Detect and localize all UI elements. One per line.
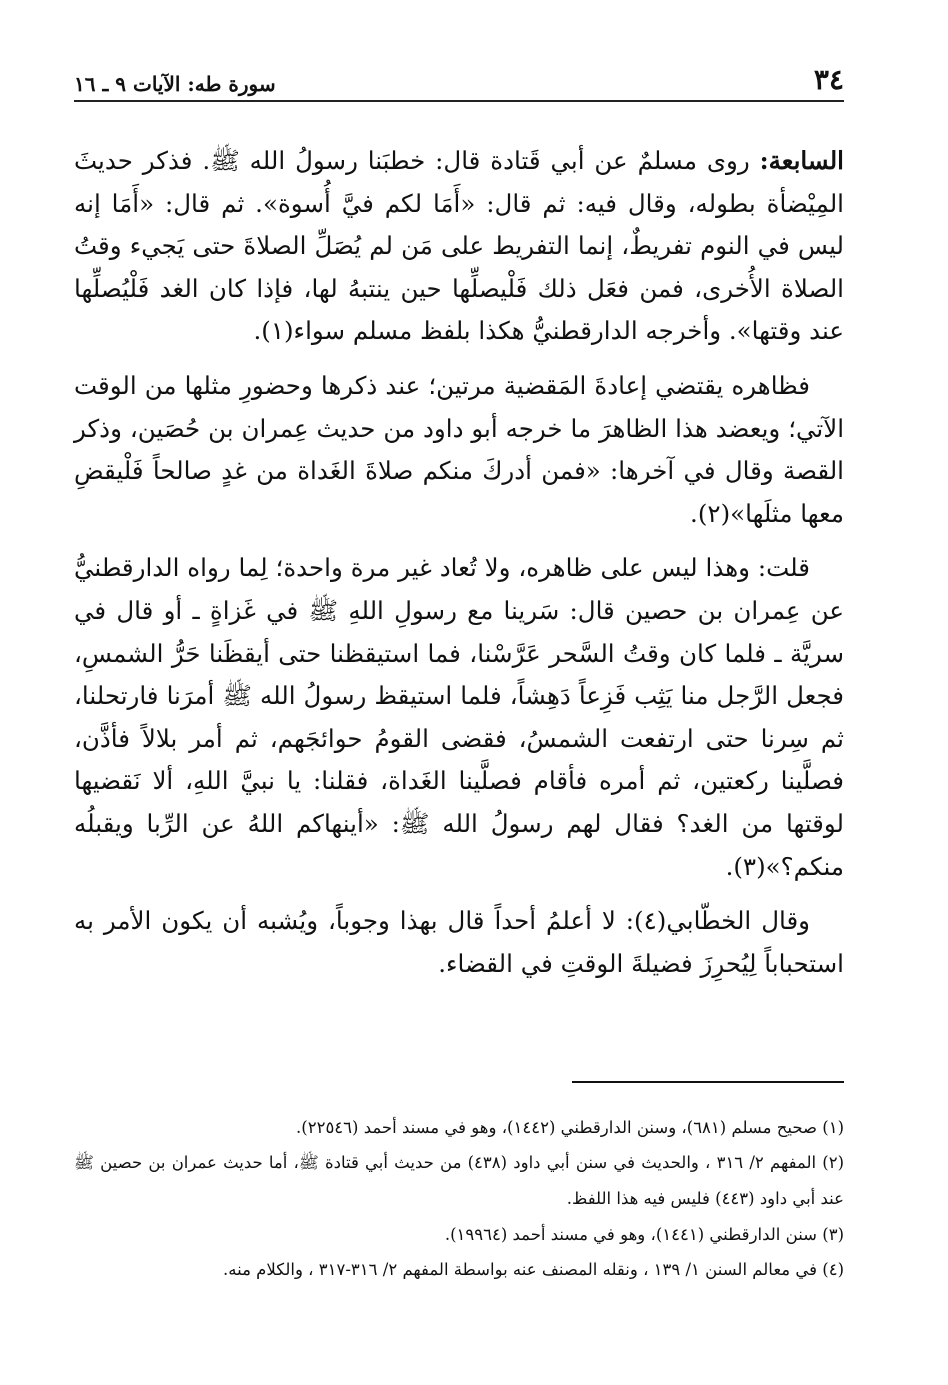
footnote-1: (١) صحيح مسلم (٦٨١)، وسنن الدارقطني (١٤٤٢)، وهو في مسند أحمد (٢٢٥٤٦). <box>296 1118 844 1137</box>
main-text <box>74 140 844 997</box>
paragraph-1-text: روى مسلمٌ عن أبي قَتادة قال: خطبَنا رسولُ الله ﷺ. فذكر حديثَ المِيْضأة بطوله، وقال فيه: ثم قال: «أَمَا لكم فيَّ أُسوة». ثم قال: «أَمَا إنه ليس في النوم تفريطٌ، إنما التفريط على مَن لم يُصَلِّ الصلاةَ حتى يَجيء وقتُ الصلاة الأُخرى، فمن فعَل ذلك فَلْيصلِّها حين ينتبهُ لها، فإذا كان الغد فَلْيُصلِّها عند وقتها». وأخرجه الدارقطنيُّ هكذا بلفظ مسلم سواء(١). <box>74 146 844 346</box>
paragraph-4: وقال الخطّابي(٤): لا أعلمُ أحداً قال بهذا وجوباً، ويُشبه أن يكون الأمر به استحباباً لِيُحرِزَ فضيلةَ الوقتِ في القضاء. <box>74 906 844 978</box>
footnote-2: (٢) المفهم ٢/ ٣١٦ ، والحديث في سنن أبي داود (٤٣٨) من حديث أبي قتادة ﷺ، أما حديث عمران بن حصين ﷺ عند أبي داود (٤٤٣) فليس فيه هذا اللفظ. <box>74 1153 845 1208</box>
footnotes <box>74 1110 844 1287</box>
footnote-divider <box>572 1081 844 1083</box>
running-title: سورة طه: الآيات ٩ ـ ١٦ <box>74 72 276 96</box>
paragraph-2: فظاهره يقتضي إعادةَ المَقضية مرتين؛ عند ذكرها وحضورِ مثلها من الوقت الآتي؛ ويعضد هذا الظاهرَ ما خرجه أبو داود من حديث عِمران بن حُصَين، وذكر القصة وقال في آخرها: «فمن أدركَ منكم صلاةَ الغَداة من غدٍ صالحاً فَلْيقضِ معها مثلَها»(٢). <box>74 370 844 528</box>
page-number: ٣٤ <box>813 63 844 96</box>
footnote-3: (٣) سنن الدارقطني (١٤٤١)، وهو في مسند أحمد (١٩٩٦٤). <box>444 1225 844 1244</box>
paragraph-lead: السابعة: <box>759 146 844 175</box>
footnote-4: (٤) في معالم السنن ١/ ١٣٩ ، ونقله المصنف عنه بواسطة المفهم ٢/ ٣١٦-٣١٧ ، والكلام منه. <box>223 1260 844 1279</box>
page-header <box>74 60 844 102</box>
paragraph-1 <box>74 140 844 353</box>
paragraph-3: قلت: وهذا ليس على ظاهره، ولا تُعاد غير مرة واحدة؛ لِما رواه الدارقطنيُّ عن عِمران بن حصين قال: سَرينا مع رسولِ اللهِ ﷺ في غَزاةٍ ـ أو قال في سريَّة ـ فلما كان وقتُ السَّحر عَرَّسْنا، فما استيقظنا حتى أيقظَنا حَرُّ الشمسِ، فجعل الرَّجل منا يَثِب فَزِعاً دَهِشاً، فلما استيقظ رسولُ الله ﷺ أمرَنا فارتحلنا، ثم سِرنا حتى ارتفعت الشمسُ، فقضى القومُ حوائجَهم، ثم أمر بلالاً فأذَّن، فصلَّينا ركعتين، ثم أمره فأقام فصلَّينا الغَداة، فقلنا: يا نبيَّ اللهِ، ألا نَقضيها لوقتها من الغد؟ فقال لهم رسولُ الله ﷺ: «أينهاكم اللهُ عن الرِّبا ويقبلُه منكم؟»(٣). <box>74 553 844 881</box>
